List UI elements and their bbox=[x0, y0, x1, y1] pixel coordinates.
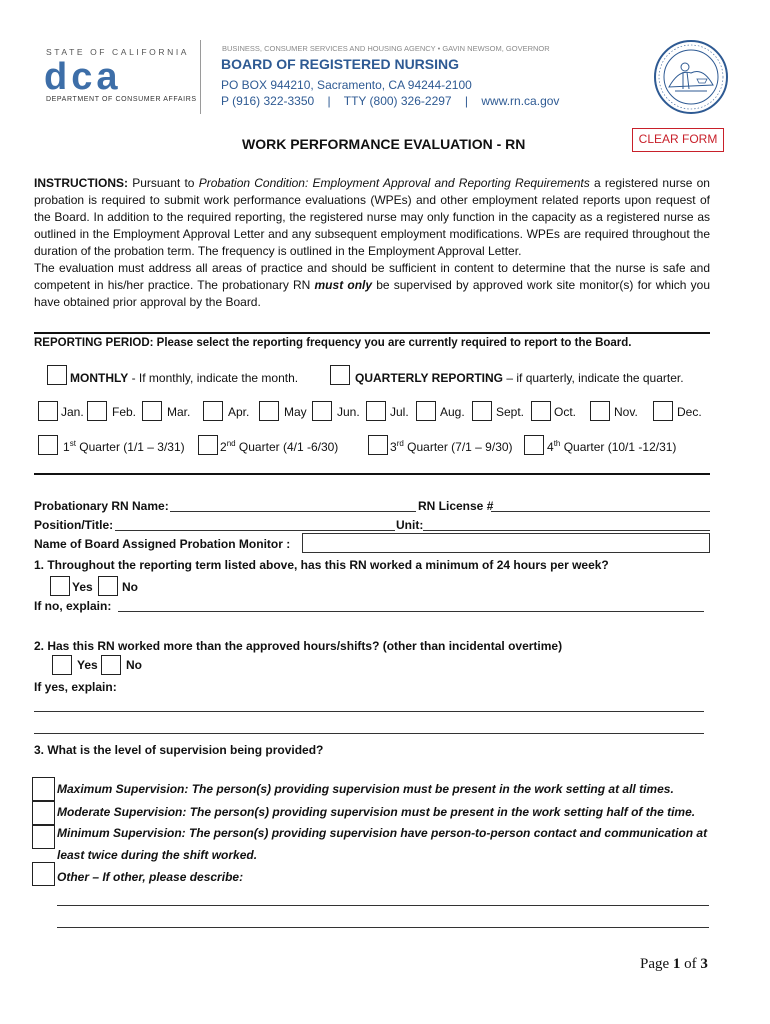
q2-no-checkbox[interactable] bbox=[101, 655, 121, 675]
other-supervision-checkbox[interactable] bbox=[32, 862, 55, 886]
month-checkbox-jun[interactable] bbox=[312, 401, 332, 421]
quarterly-checkbox[interactable] bbox=[330, 365, 350, 385]
rn-license-label: RN License # bbox=[418, 499, 494, 513]
month-label-nov: Nov. bbox=[614, 405, 638, 419]
instructions-text: a registered nurse on probation is required to submit work performance evaluations (WPEs) and other employment related reports upon request of the Board. In addition to the required reporting, the registered nurse may only function in the capacity as a registered nurse as outlined in the Employment Approval Letter and any subsequent employment modifications. WPEs are required throughout the duration of the probation term. The frequency is outlined in the Employment Approval Letter. bbox=[34, 176, 710, 258]
unit-field[interactable] bbox=[423, 530, 710, 531]
maximum-supervision-label: Maximum Supervision: The person(s) providing supervision must be present in the work setting at all times. bbox=[57, 782, 674, 796]
quarter-checkbox-4[interactable] bbox=[524, 435, 544, 455]
position-title-field[interactable] bbox=[115, 530, 395, 531]
position-title-label: Position/Title: bbox=[34, 518, 114, 532]
month-checkbox-feb[interactable] bbox=[87, 401, 107, 421]
instructions-text: Pursuant to bbox=[128, 176, 199, 190]
month-label-may: May bbox=[284, 405, 307, 419]
monthly-label bbox=[70, 371, 298, 385]
monitor-name-label: Name of Board Assigned Probation Monitor : bbox=[34, 537, 291, 551]
quarter-label-3: 3rd Quarter (7/1 – 9/30) bbox=[390, 439, 513, 454]
month-label-apr: Apr. bbox=[228, 405, 250, 419]
quarterly-label-text: – if quarterly, indicate the quarter. bbox=[503, 371, 684, 385]
month-checkbox-jan[interactable] bbox=[38, 401, 58, 421]
dca-logo-letters: dca bbox=[44, 56, 122, 98]
unit-label: Unit: bbox=[396, 518, 424, 532]
quarter-label-4: 4th Quarter (10/1 -12/31) bbox=[547, 439, 677, 454]
month-checkbox-oct[interactable] bbox=[531, 401, 551, 421]
form-title: WORK PERFORMANCE EVALUATION - RN bbox=[242, 136, 526, 152]
quarter-checkbox-1[interactable] bbox=[38, 435, 58, 455]
moderate-supervision-label: Moderate Supervision: The person(s) providing supervision must be present in the work setting half of the time. bbox=[57, 805, 696, 819]
month-label-oct: Oct. bbox=[554, 405, 577, 419]
page-current: 1 bbox=[672, 956, 681, 972]
month-checkbox-dec[interactable] bbox=[653, 401, 673, 421]
department-name: DEPARTMENT OF CONSUMER AFFAIRS bbox=[46, 96, 197, 103]
dca-logo bbox=[44, 58, 121, 96]
board-address: PO BOX 944210, Sacramento, CA 94244-2100 bbox=[221, 78, 472, 92]
page-total: 3 bbox=[700, 956, 708, 972]
quarter-label-1: 1st Quarter (1/1 – 3/31) bbox=[63, 439, 185, 454]
rn-name-label: Probationary RN Name: bbox=[34, 499, 169, 513]
instructions-text: be supervised by approved work site monitor(s) for which you have obtained prior approval by the Board. bbox=[34, 278, 710, 309]
quarter-label-2: 2nd Quarter (4/1 -6/30) bbox=[220, 439, 339, 454]
section-divider bbox=[34, 473, 710, 475]
month-label-sept: Sept. bbox=[496, 405, 525, 419]
minimum-supervision-label-cont: least twice during the shift worked. bbox=[57, 848, 258, 862]
other-supervision-label: Other – If other, please describe: bbox=[57, 870, 244, 884]
page-word: Page bbox=[640, 956, 670, 972]
instructions-paragraph-1 bbox=[34, 175, 710, 260]
minimum-supervision-checkbox[interactable] bbox=[32, 825, 55, 849]
q1-yes-checkbox[interactable] bbox=[50, 576, 70, 596]
q2-no-label: No bbox=[126, 658, 142, 672]
month-checkbox-jul[interactable] bbox=[366, 401, 386, 421]
q2-yes-checkbox[interactable] bbox=[52, 655, 72, 675]
minimum-supervision-label: Minimum Supervision: The person(s) providing supervision have person-to-person contact and communication at bbox=[57, 826, 708, 840]
other-describe-line-2[interactable] bbox=[57, 927, 709, 928]
month-label-aug: Aug. bbox=[440, 405, 465, 419]
question-3: 3. What is the level of supervision being provided? bbox=[34, 743, 324, 757]
page-of-word: of bbox=[684, 956, 697, 972]
moderate-supervision-checkbox[interactable] bbox=[32, 801, 55, 825]
month-checkbox-apr[interactable] bbox=[203, 401, 223, 421]
quarter-checkbox-3[interactable] bbox=[368, 435, 388, 455]
instructions-paragraph-2 bbox=[34, 260, 710, 311]
clear-form-button[interactable]: CLEAR FORM bbox=[632, 128, 724, 152]
agency-line: BUSINESS, CONSUMER SERVICES AND HOUSING AGENCY • GAVIN NEWSOM, GOVERNOR bbox=[222, 44, 550, 53]
header-divider bbox=[200, 40, 201, 114]
q1-explain-field[interactable] bbox=[118, 611, 704, 612]
month-checkbox-aug[interactable] bbox=[416, 401, 436, 421]
page-number bbox=[640, 956, 708, 973]
monitor-name-field[interactable] bbox=[302, 533, 710, 553]
other-describe-line-1[interactable] bbox=[57, 905, 709, 906]
q1-explain-label: If no, explain: bbox=[34, 599, 112, 613]
monthly-label-bold: MONTHLY bbox=[70, 371, 129, 385]
section-divider bbox=[34, 332, 710, 334]
quarterly-label-bold: QUARTERLY REPORTING bbox=[355, 371, 504, 385]
q2-yes-label: Yes bbox=[77, 658, 98, 672]
instructions-condition-reference: Probation Condition: Employment Approval and Reporting Requirements bbox=[198, 176, 590, 190]
q2-explain-line-2[interactable] bbox=[34, 733, 704, 734]
rn-license-field[interactable] bbox=[491, 511, 710, 512]
reporting-period-heading: REPORTING PERIOD: Please select the reporting frequency you are currently required to report to the Board. bbox=[34, 337, 632, 349]
monthly-label-text: - If monthly, indicate the month. bbox=[128, 371, 299, 385]
maximum-supervision-checkbox[interactable] bbox=[32, 777, 55, 801]
month-label-jan: Jan. bbox=[61, 405, 84, 419]
question-1: 1. Throughout the reporting term listed above, has this RN worked a minimum of 24 hours per week? bbox=[34, 558, 609, 572]
monthly-checkbox[interactable] bbox=[47, 365, 67, 385]
instructions-text: The evaluation must address all areas of practice and should be sufficient in content to determine that the nurse is safe and competent in his/her practice. The probationary RN bbox=[34, 261, 710, 292]
quarterly-label bbox=[355, 371, 684, 385]
instructions bbox=[34, 175, 710, 311]
state-seal-icon bbox=[653, 39, 729, 115]
month-checkbox-may[interactable] bbox=[259, 401, 279, 421]
month-checkbox-sept[interactable] bbox=[472, 401, 492, 421]
q2-explain-line-1[interactable] bbox=[34, 711, 704, 712]
month-label-jun: Jun. bbox=[337, 405, 360, 419]
board-contact: P (916) 322-3350 | TTY (800) 326-2297 | www.rn.ca.gov bbox=[221, 94, 560, 108]
month-label-jul: Jul. bbox=[390, 405, 409, 419]
board-name: BOARD OF REGISTERED NURSING bbox=[221, 56, 460, 72]
rn-name-field[interactable] bbox=[170, 511, 416, 512]
state-of-california-text: STATE OF CALIFORNIA bbox=[46, 47, 190, 57]
q2-explain-label: If yes, explain: bbox=[34, 680, 117, 694]
month-label-feb: Feb. bbox=[112, 405, 137, 419]
q1-yes-label: Yes bbox=[72, 580, 93, 594]
must-only-emphasis: must only bbox=[314, 278, 373, 292]
month-checkbox-mar[interactable] bbox=[142, 401, 162, 421]
month-checkbox-nov[interactable] bbox=[590, 401, 610, 421]
question-2: 2. Has this RN worked more than the approved hours/shifts? (other than incidental overtime) bbox=[34, 639, 563, 653]
q1-no-checkbox[interactable] bbox=[98, 576, 118, 596]
q1-no-label: No bbox=[122, 580, 138, 594]
month-label-dec: Dec. bbox=[677, 405, 702, 419]
instructions-label: INSTRUCTIONS: bbox=[34, 176, 128, 190]
month-label-mar: Mar. bbox=[167, 405, 191, 419]
quarter-checkbox-2[interactable] bbox=[198, 435, 218, 455]
